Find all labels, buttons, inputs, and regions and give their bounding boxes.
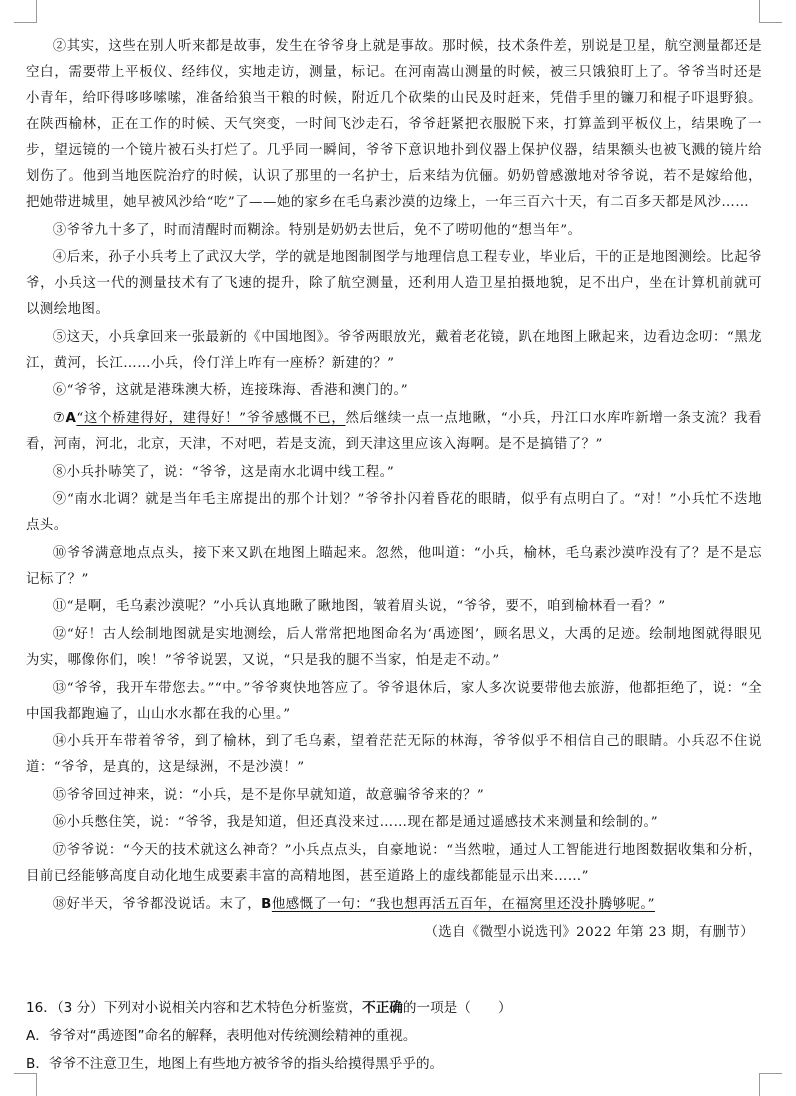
paragraph-text: ⑨“南水北调？就是当年毛主席提出的那个计划？”爷爷扑闪着昏花的眼睛，似乎有点明白了。“对！”小兵忙不迭地点头。 <box>26 492 762 534</box>
paragraph-list <box>26 34 762 918</box>
paragraph-text: ⑯小兵憋住笑，说：“爷爷，我是知道，但还真没来过……现在都是通过遥感技术来测量和绘制的。” <box>52 815 659 831</box>
paragraph-p7 <box>26 406 762 458</box>
paragraph-p14 <box>26 729 762 781</box>
paragraph-p17 <box>26 838 762 890</box>
passage-marker: B <box>261 896 272 912</box>
paragraph-text: 然后继续一点一点地瞅，“小兵，丹江口水库咋新增一条支流？我看看，河南，河北，北京，天津，不对吧，若是支流，到天津这里应该入海啊。是不是搞错了？” <box>26 410 762 452</box>
paragraph-p13 <box>26 676 762 728</box>
paragraph-p2 <box>26 34 762 216</box>
paragraph-text: ⑩爷爷满意地点点头，接下来又趴在地图上瞄起来。忽然，他叫道：“小兵，榆林，毛乌素沙漠咋没有了？是不是忘记标了？” <box>26 545 762 587</box>
paragraph-p9 <box>26 487 762 539</box>
paragraph-text: ⑫“好！古人绘制地图就是实地测绘，后人常常把地图命名为‘禹迹图’，顾名思义，大禹的足迹。绘制地图就得眼见为实，哪像你们，唉！”爷爷说罢，又说，“只是我的腿不当家，怕是走不动。” <box>26 626 762 668</box>
corner-mark-top-left <box>14 0 37 23</box>
paragraph-p4 <box>26 245 762 323</box>
question-stem-prefix: 16．（3 分）下列对小说相关内容和艺术特色分析鉴赏， <box>26 1000 363 1016</box>
question-stem-suffix: 的一项是（ ） <box>402 1000 512 1016</box>
paragraph-text: ⑮爷爷回过神来，说：“小兵，是不是你早就知道，故意骗爷爷来的？” <box>52 787 485 803</box>
paragraph-text: ⑦ <box>52 410 66 426</box>
question-16 <box>26 994 762 1078</box>
paragraph-text: ⑥“爷爷，这就是港珠澳大桥，连接珠海、香港和澳门的。” <box>52 383 409 399</box>
paragraph-p16 <box>26 810 762 836</box>
question-stem-emphasis: 不正确 <box>362 1000 403 1016</box>
underlined-sentence: 他感慨了一句：“我也想再活五百年，在福窝里还没扑腾够呢。” <box>271 896 655 912</box>
option-b[interactable]: B．爷爷不注意卫生，地图上有些地方被爷爷的指头给摸得黑乎乎的。 <box>26 1056 444 1072</box>
paragraph-p3 <box>26 218 762 244</box>
underlined-sentence: “这个桥建得好，建得好！”爷爷感慨不已， <box>76 410 346 426</box>
question-stem <box>26 994 762 1022</box>
paragraph-text: ③爷爷九十多了，时而清醒时而糊涂。特别是奶奶去世后，免不了唠叨他的“想当年”。 <box>52 222 582 238</box>
option-a[interactable]: A．爷爷对“禹迹图”命名的解释，表明他对传统测绘精神的重视。 <box>26 1028 417 1044</box>
paragraph-text: ⑭小兵开车带着爷爷，到了榆林，到了毛乌素，望着茫茫无际的林海，爷爷似乎不相信自己的眼睛。小兵忍不住说道：“爷爷，是真的，这是绿洲，不是沙漠！” <box>26 734 762 776</box>
paragraph-text: ⑪“是啊，毛乌素沙漠呢？”小兵认真地瞅了瞅地图，皱着眉头说，“爷爷，要不，咱到榆林看一看？” <box>52 599 666 615</box>
corner-mark-bottom-right <box>759 1073 782 1096</box>
corner-mark-top-right <box>759 0 782 23</box>
paragraph-p15 <box>26 783 762 809</box>
paragraph-text: ④后来，孙子小兵考上了武汉大学，学的就是地图制图学与地理信息工程专业，毕业后，干的正是地图测绘。比起爷爷，小兵这一代的测量技术有了飞速的提升，除了航空测量，还利用人造卫星拍摄地貌，足不出户，坐在计算机前就可以测绘地图。 <box>26 250 762 318</box>
paragraph-p18 <box>26 892 762 918</box>
paragraph-text: ②其实，这些在别人听来都是故事，发生在爷爷身上就是事故。那时候，技术条件差，别说是卫星，航空测量都还是空白，需要带上平板仪、经纬仪，实地走访，测量，标记。在河南嵩山测量的时候，被三只饿狼盯上了。爷爷当时还是小青年，给吓得哆哆嗦嗦，准备给狼当干粮的时候，附近几个砍柴的山民及时赶来，凭借手里的镰刀和棍子吓退野狼。在陕西榆林，正在工作的时候、天气突变，一时间飞沙走石，爷爷赶紧把衣服脱下来，打算盖到平板仪上，结果晚了一步，望远镜的一个镜片被石头打烂了。几乎同一瞬间，爷爷下意识地扑到仪器上保护仪器，结果额头也被飞溅的镜片给划伤了。他到当地医院治疗的时候，认识了那里的一名护士，后来结为伉俪。奶奶曾感激地对爷爷说，若不是嫁给他，把她带进城里，她早被风沙给“吃”了——她的家乡在毛乌素沙漠的边缘上，一年三百六十天，有二百多天都是风沙…… <box>26 39 762 210</box>
paragraph-text: ⑤这天，小兵拿回来一张最新的《中国地图》。爷爷两眼放光，戴着老花镜，趴在地图上瞅起来，边看边念叨：“黑龙江，黄河，长江……小兵，伶仃洋上咋有一座桥？新建的？” <box>26 329 762 371</box>
paragraph-p8 <box>26 460 762 486</box>
article-body <box>26 34 762 946</box>
paragraph-p12 <box>26 622 762 674</box>
paragraph-text: ⑰爷爷说：“今天的技术就这么神奇？”小兵点点头，自豪地说：“当然啦，通过人工智能进行地图数据收集和分析，目前已经能够高度自动化地生成要素丰富的高精地图，甚至道路上的虚线都能显示出来……” <box>26 842 762 884</box>
source-citation: （选自《微型小说选刊》2022 年第 23 期，有删节） <box>424 924 754 940</box>
passage-marker: A <box>65 410 77 426</box>
paragraph-p10 <box>26 541 762 593</box>
paragraph-text: ⑧小兵扑哧笑了，说：“爷爷，这是南水北调中线工程。” <box>52 464 395 480</box>
paragraph-p11 <box>26 594 762 620</box>
paragraph-text: ⑬“爷爷，我开车带您去。”“中。”爷爷爽快地答应了。爷爷退休后，家人多次说要带他去旅游，他都拒绝了，说：“全中国我都跑遍了，山山水水都在我的心里。” <box>26 680 762 722</box>
paragraph-text: ⑱好半天，爷爷都没说话。末了， <box>52 896 262 912</box>
paragraph-p5 <box>26 325 762 377</box>
paragraph-p6 <box>26 378 762 404</box>
